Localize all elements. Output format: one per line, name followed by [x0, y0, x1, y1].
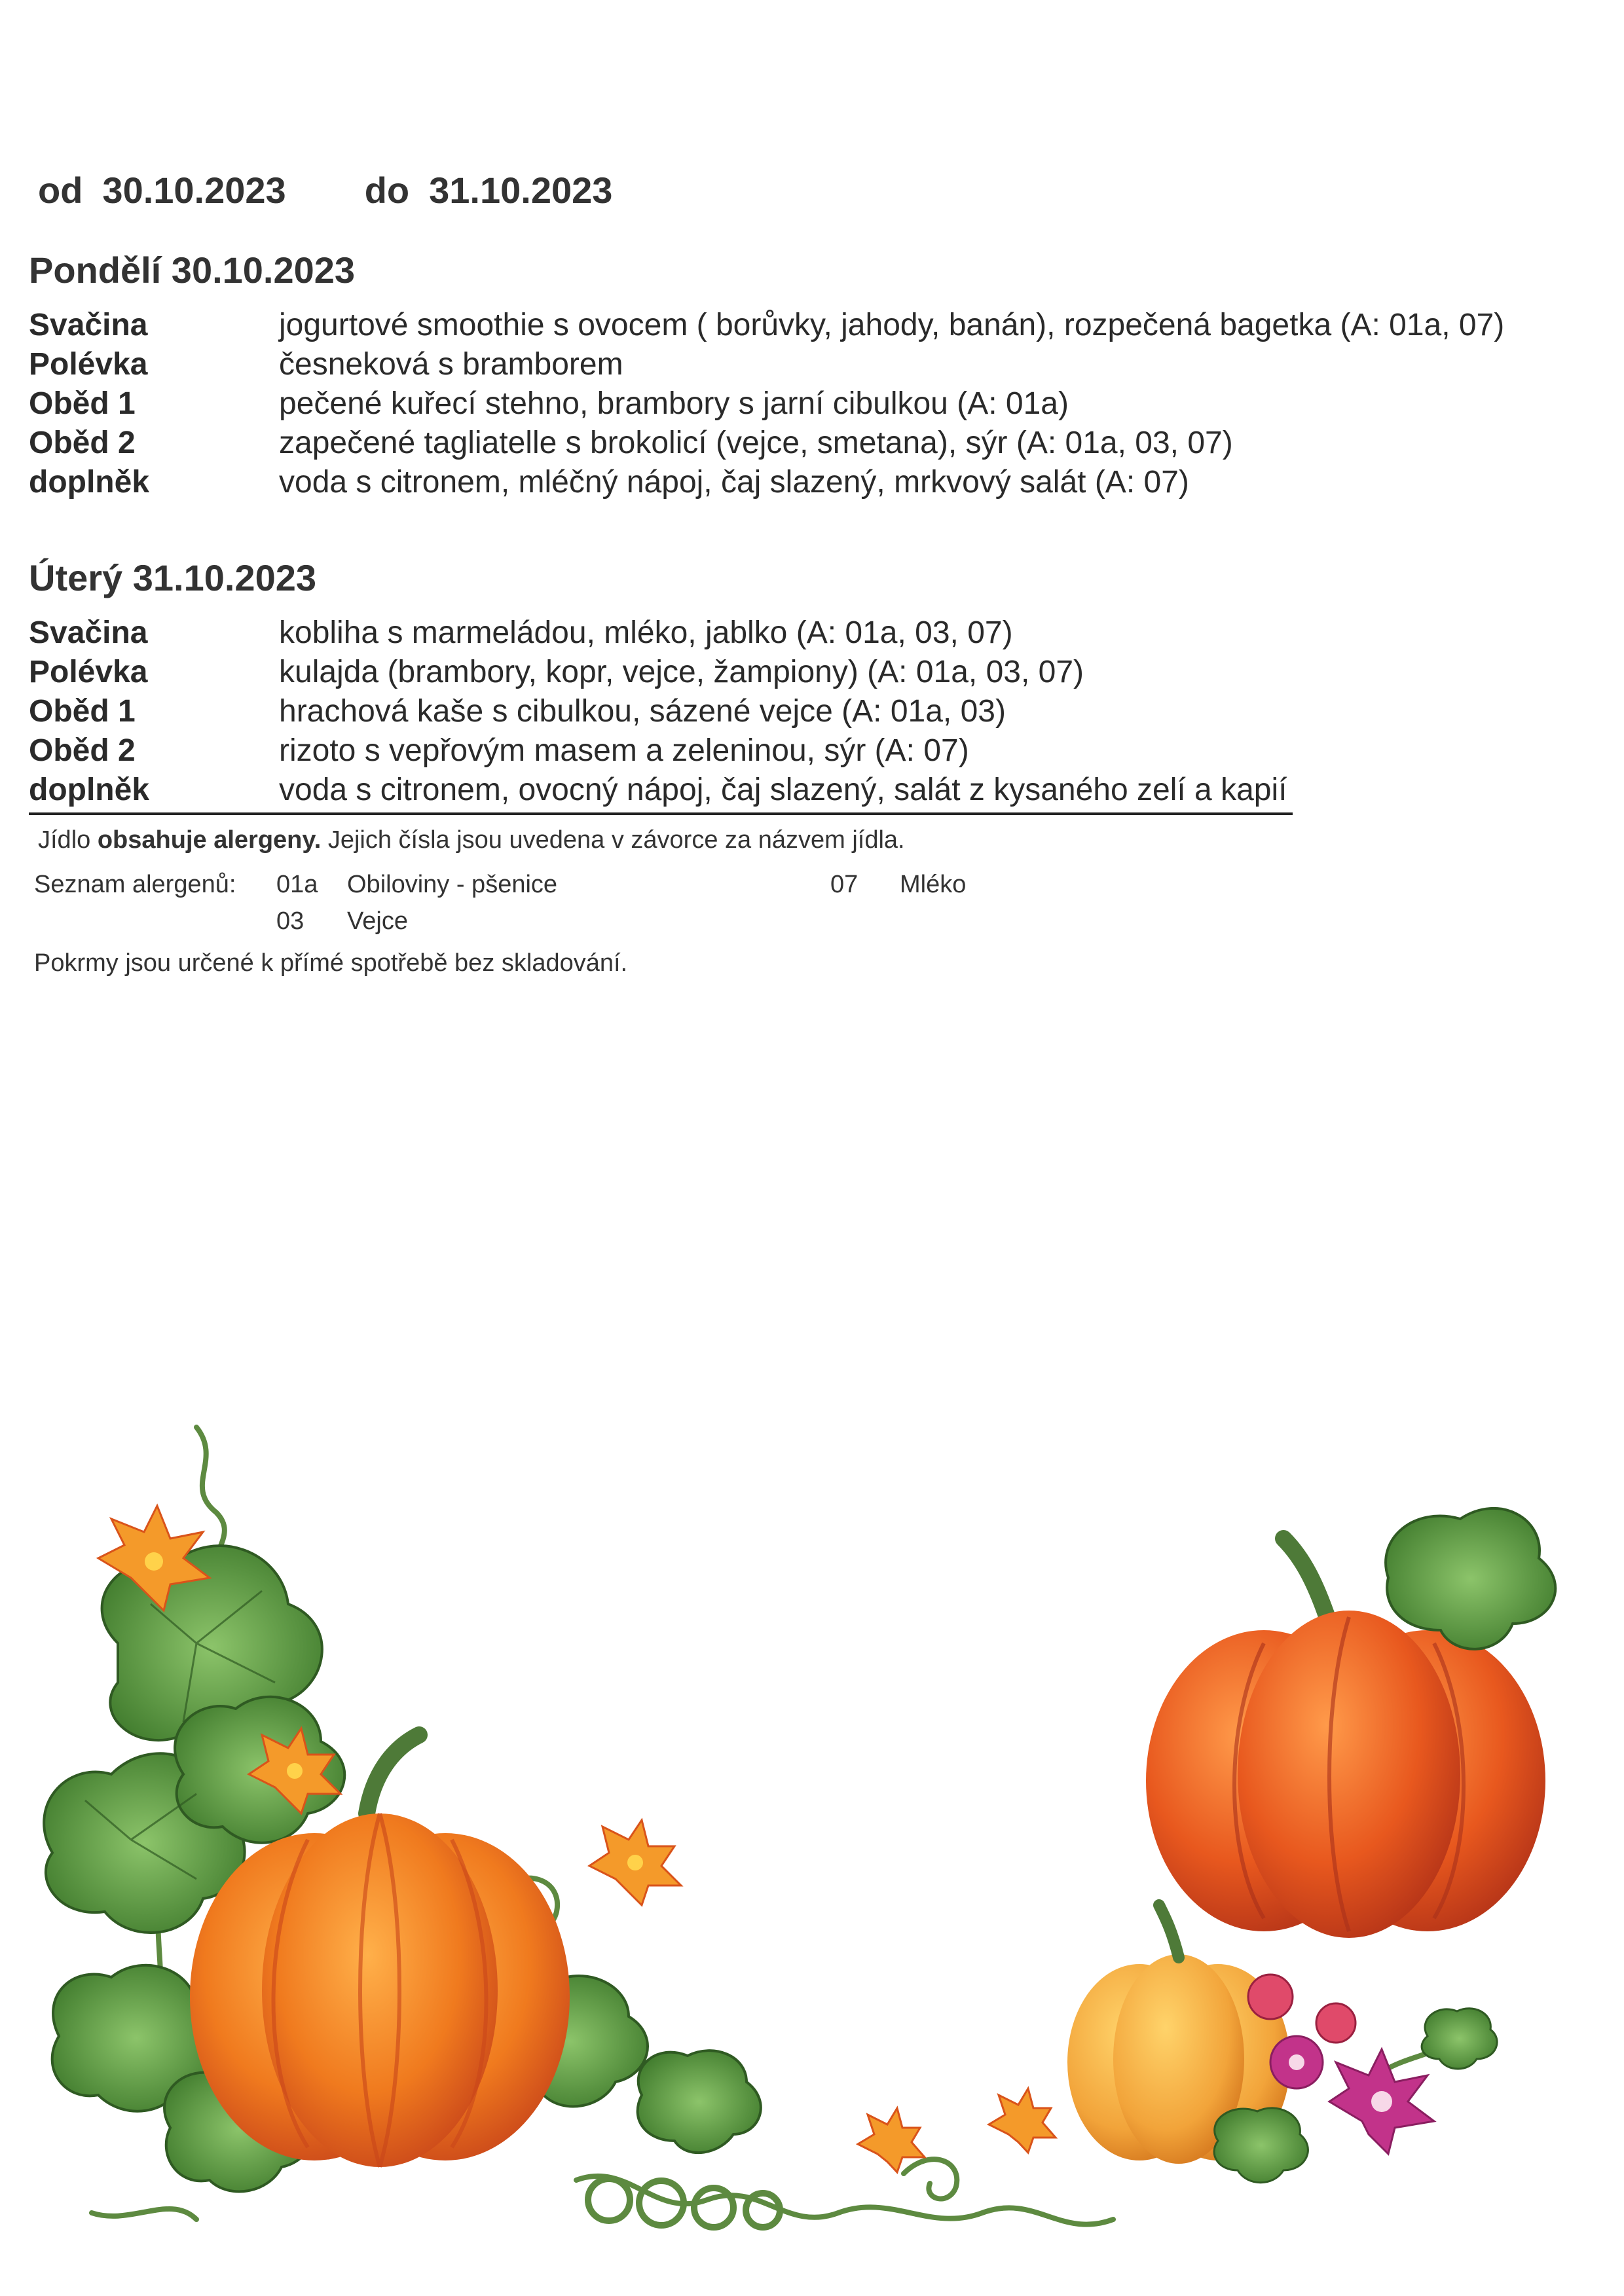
menu-row	[29, 613, 1561, 653]
menu-row	[29, 771, 1561, 810]
allergen-name: Mléko	[900, 871, 967, 898]
to-label: do	[364, 170, 410, 211]
meal-value: voda s citronem, ovocný nápoj, čaj slazený, salát z kysaného zelí a kapií	[279, 773, 1287, 807]
allergen-code: 07	[830, 871, 858, 898]
menu-row	[29, 306, 1561, 345]
allergen-note-prefix: Jídlo	[38, 826, 91, 854]
day-title-monday: Pondělí 30.10.2023	[29, 249, 356, 291]
meal-value: jogurtové smoothie s ovocem ( borůvky, jahody, banán), rozpečená bagetka (A: 01a, 07)	[279, 308, 1505, 342]
allergen-note-suffix: Jejich čísla jsou uvedena v závorce za názvem jídla.	[327, 826, 905, 854]
pumpkin-left	[190, 1813, 570, 2167]
menu-tuesday	[29, 613, 1561, 810]
allergen-name: Obiloviny - pšenice	[347, 871, 558, 898]
meal-value: rizoto s vepřovým masem a zeleninou, sýr (A: 07)	[279, 733, 969, 768]
meal-label: Polévka	[29, 347, 148, 382]
menu-row	[29, 731, 1561, 771]
meal-label: Oběd 1	[29, 386, 136, 421]
pumpkin-right	[1146, 1611, 1545, 1938]
meal-label: Svačina	[29, 615, 148, 650]
footer-note: Pokrmy jsou určené k přímé spotřebě bez skladování.	[34, 949, 628, 977]
day-title-tuesday: Úterý 31.10.2023	[29, 557, 317, 598]
allergen-code: 01a	[276, 871, 318, 898]
menu-row	[29, 653, 1561, 692]
menu-row	[29, 463, 1561, 502]
meal-label: doplněk	[29, 465, 150, 500]
menu-row	[29, 424, 1561, 463]
allergen-list-label: Seznam alergenů:	[34, 871, 236, 898]
meal-value: česneková s bramborem	[279, 347, 623, 382]
meal-label: doplněk	[29, 773, 150, 807]
date-range	[38, 169, 612, 211]
allergen-note	[38, 826, 905, 854]
menu-row	[29, 384, 1561, 424]
menu-row	[29, 692, 1561, 731]
meal-value: kulajda (brambory, kopr, vejce, žampiony) (A: 01a, 03, 07)	[279, 655, 1084, 689]
menu-monday	[29, 306, 1561, 502]
from-label: od	[38, 170, 83, 211]
meal-value: hrachová kaše s cibulkou, sázené vejce (A: 01a, 03)	[279, 694, 1006, 729]
meal-value: voda s citronem, mléčný nápoj, čaj slazený, mrkvový salát (A: 07)	[279, 465, 1189, 500]
from-date: 30.10.2023	[102, 170, 286, 211]
pumpkin-decoration	[0, 1408, 1624, 2296]
meal-value: zapečené tagliatelle s brokolicí (vejce, smetana), sýr (A: 01a, 03, 07)	[279, 426, 1233, 460]
allergen-name: Vejce	[347, 907, 408, 935]
meal-label: Polévka	[29, 655, 148, 689]
meal-label: Oběd 2	[29, 426, 136, 460]
meal-value: kobliha s marmeládou, mléko, jablko (A: 01a, 03, 07)	[279, 615, 1013, 650]
allergen-code: 03	[276, 907, 304, 935]
meal-label: Oběd 2	[29, 733, 136, 768]
menu-row	[29, 345, 1561, 384]
divider-line	[29, 812, 1293, 815]
to-date: 31.10.2023	[429, 170, 613, 211]
meal-label: Svačina	[29, 308, 148, 342]
allergen-note-bold: obsahuje alergeny.	[97, 826, 322, 854]
meal-label: Oběd 1	[29, 694, 136, 729]
meal-value: pečené kuřecí stehno, brambory s jarní cibulkou (A: 01a)	[279, 386, 1069, 421]
